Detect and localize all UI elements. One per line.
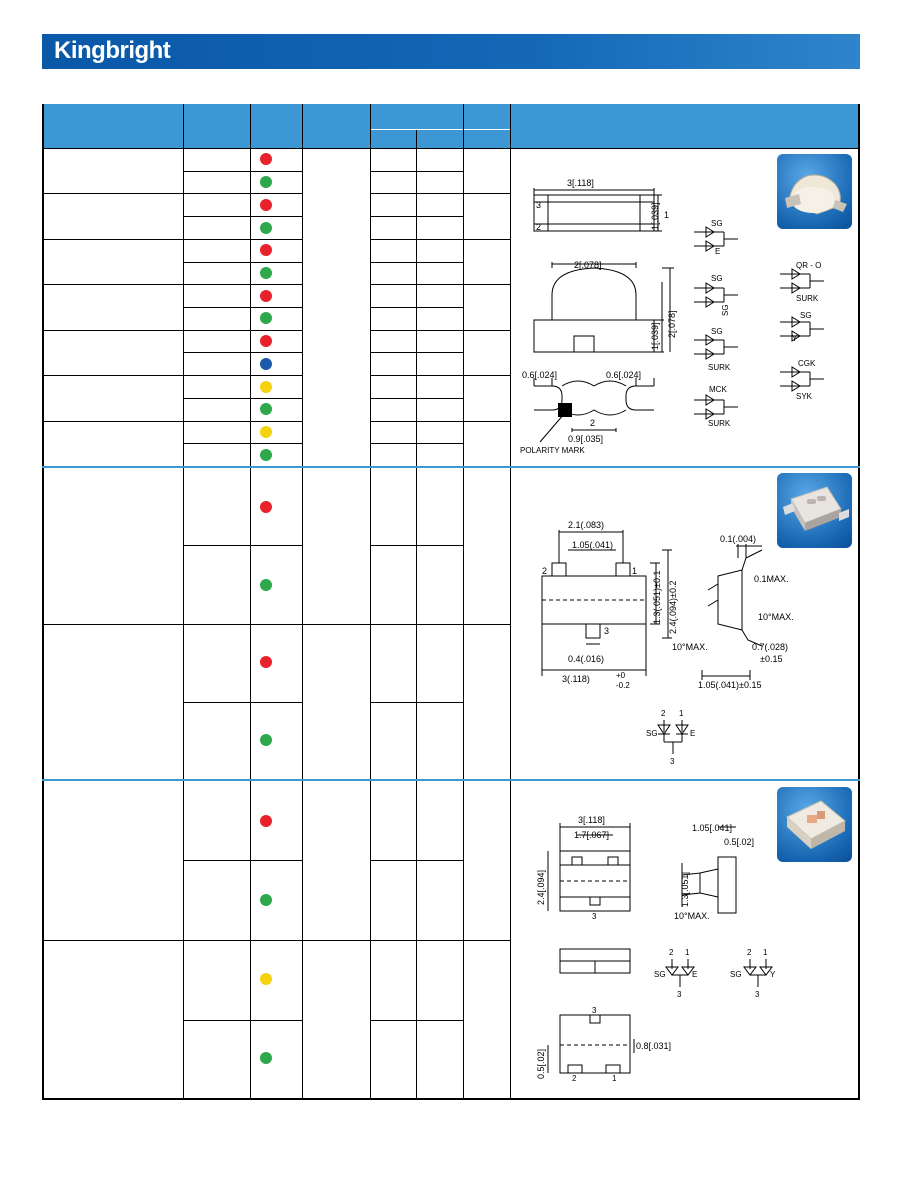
svg-text:QR - O: QR - O [796,261,822,270]
svg-text:SYK: SYK [796,392,813,401]
row-line [183,443,302,444]
svg-text:0.9[.035]: 0.9[.035] [568,434,604,444]
red-led-indicator [260,153,272,165]
svg-text:1.3(.051)±0.1: 1.3(.051)±0.1 [652,570,662,624]
row-line [42,375,303,376]
svg-text:1.3[.051]: 1.3[.051] [680,871,690,907]
svg-text:0.4(.016): 0.4(.016) [568,654,605,664]
drawing-3 [512,783,858,1097]
svg-text:2: 2 [747,948,752,957]
svg-text:2: 2 [572,1074,577,1083]
row-line [370,262,463,263]
row-line [183,262,302,263]
row-line [42,239,303,240]
svg-text:1: 1 [763,948,768,957]
svg-text:SG: SG [711,274,723,283]
svg-text:0.6[.024]: 0.6[.024] [606,370,642,380]
green-led-indicator [260,176,272,188]
svg-text:0.5[.02]: 0.5[.02] [724,837,755,847]
svg-text:3[.118]: 3[.118] [567,178,594,188]
row-line [370,216,463,217]
svg-text:SG: SG [711,219,723,228]
row-line [183,398,302,399]
svg-text:SURK: SURK [708,363,731,372]
col-line [510,104,511,1098]
svg-text:2[.078]: 2[.078] [574,260,602,270]
blue-led-indicator [260,358,272,370]
svg-text:-0.2: -0.2 [616,681,630,690]
svg-text:3: 3 [592,912,597,921]
svg-text:0.7(.028): 0.7(.028) [752,642,789,652]
green-led-indicator [260,222,272,234]
svg-text:SURK: SURK [708,419,731,428]
svg-text:3: 3 [677,990,682,999]
row-line [370,330,510,331]
svg-text:2: 2 [536,222,542,232]
svg-text:E: E [692,970,698,979]
svg-text:10°MAX.: 10°MAX. [758,612,794,622]
row-line [370,284,510,285]
yellow-led-indicator [260,973,272,985]
svg-text:2: 2 [661,709,666,718]
svg-text:0.8[.031]: 0.8[.031] [636,1041,672,1051]
red-led-indicator [260,501,272,513]
svg-text:1.05(.041): 1.05(.041) [572,540,614,550]
green-led-indicator [260,449,272,461]
svg-text:SG: SG [711,327,723,336]
svg-text:1: 1 [632,566,638,576]
svg-text:Y: Y [770,970,776,979]
svg-text:3(.118): 3(.118) [562,674,590,684]
red-led-indicator [260,335,272,347]
svg-text:1: 1 [679,709,684,718]
row-line [370,239,510,240]
svg-text:1: 1 [664,210,670,220]
red-led-indicator [260,244,272,256]
svg-text:E: E [690,729,696,738]
svg-text:1: 1 [685,948,690,957]
svg-text:3: 3 [604,626,610,636]
brand-logo: Kingbright [54,37,171,64]
svg-text:0.1(.004): 0.1(.004) [720,534,757,544]
svg-text:SG: SG [654,970,666,979]
svg-text:SG: SG [800,311,812,320]
col-line [370,104,371,1098]
svg-text:2.4(.094)±0.2: 2.4(.094)±0.2 [668,580,678,634]
svg-text:1[.039]: 1[.039] [650,322,660,350]
col-line [463,104,464,1098]
row-line [42,330,303,331]
svg-text:0.5[.02]: 0.5[.02] [536,1048,546,1079]
yellow-led-indicator [260,426,272,438]
row-line [42,421,303,422]
svg-text:10°MAX.: 10°MAX. [674,911,710,921]
row-line [370,375,510,376]
svg-text:3: 3 [670,757,675,766]
drawing-2 [512,470,858,776]
svg-text:3[.118]: 3[.118] [578,815,605,825]
brand-banner [42,34,860,69]
svg-text:CGK: CGK [798,359,816,368]
svg-text:SG: SG [721,304,730,316]
red-led-indicator [260,199,272,211]
svg-text:1.05(.041)±0.15: 1.05(.041)±0.15 [698,680,762,690]
row-line [370,398,463,399]
row-line [370,352,463,353]
svg-text:3: 3 [592,1006,597,1015]
row-line [370,443,463,444]
green-led-indicator [260,403,272,415]
svg-text:2: 2 [590,418,596,428]
red-led-indicator [260,290,272,302]
svg-text:1.7[.067]: 1.7[.067] [574,830,610,840]
row-line [370,421,510,422]
col-line [183,104,184,1098]
svg-text:2: 2 [669,948,674,957]
row-line [370,307,463,308]
svg-text:SG: SG [646,729,658,738]
svg-text:SURK: SURK [796,294,819,303]
red-led-indicator [260,656,272,668]
row-line [183,171,302,172]
col-line [416,130,417,1098]
svg-text:0.6[.024]: 0.6[.024] [522,370,558,380]
row-line [370,193,510,194]
svg-text:+0: +0 [616,671,626,680]
drawing-1 [512,150,858,464]
svg-text:Y: Y [792,334,798,343]
red-led-indicator [260,815,272,827]
svg-text:POLARITY MARK: POLARITY MARK [520,446,585,455]
yellow-led-indicator [260,381,272,393]
section-separator [42,466,860,468]
svg-text:0.1MAX.: 0.1MAX. [754,574,789,584]
row-line [183,352,302,353]
col-line [250,104,251,1098]
svg-text:MCK: MCK [709,385,727,394]
svg-text:2[.078]: 2[.078] [667,310,677,338]
svg-text:1[.039]: 1[.039] [650,202,660,230]
svg-text:3: 3 [755,990,760,999]
section-separator [42,779,860,781]
green-led-indicator [260,734,272,746]
green-led-indicator [260,894,272,906]
green-led-indicator [260,267,272,279]
svg-text:2: 2 [542,566,548,576]
row-line [183,307,302,308]
svg-text:10°MAX.: 10°MAX. [672,642,708,652]
svg-text:2.1(.083): 2.1(.083) [568,520,605,530]
row-line [183,216,302,217]
green-led-indicator [260,1052,272,1064]
svg-text:3: 3 [536,200,542,210]
green-led-indicator [260,312,272,324]
svg-text:±0.15: ±0.15 [760,654,783,664]
green-led-indicator [260,579,272,591]
svg-text:1: 1 [612,1074,617,1083]
svg-text:2.4[.094]: 2.4[.094] [536,869,546,905]
svg-text:SG: SG [730,970,742,979]
row-line [42,284,303,285]
row-line [370,171,463,172]
col-line [302,104,303,1098]
row-line [42,193,303,194]
svg-text:E: E [715,247,721,256]
svg-text:1.05[.041]: 1.05[.041] [692,823,733,833]
